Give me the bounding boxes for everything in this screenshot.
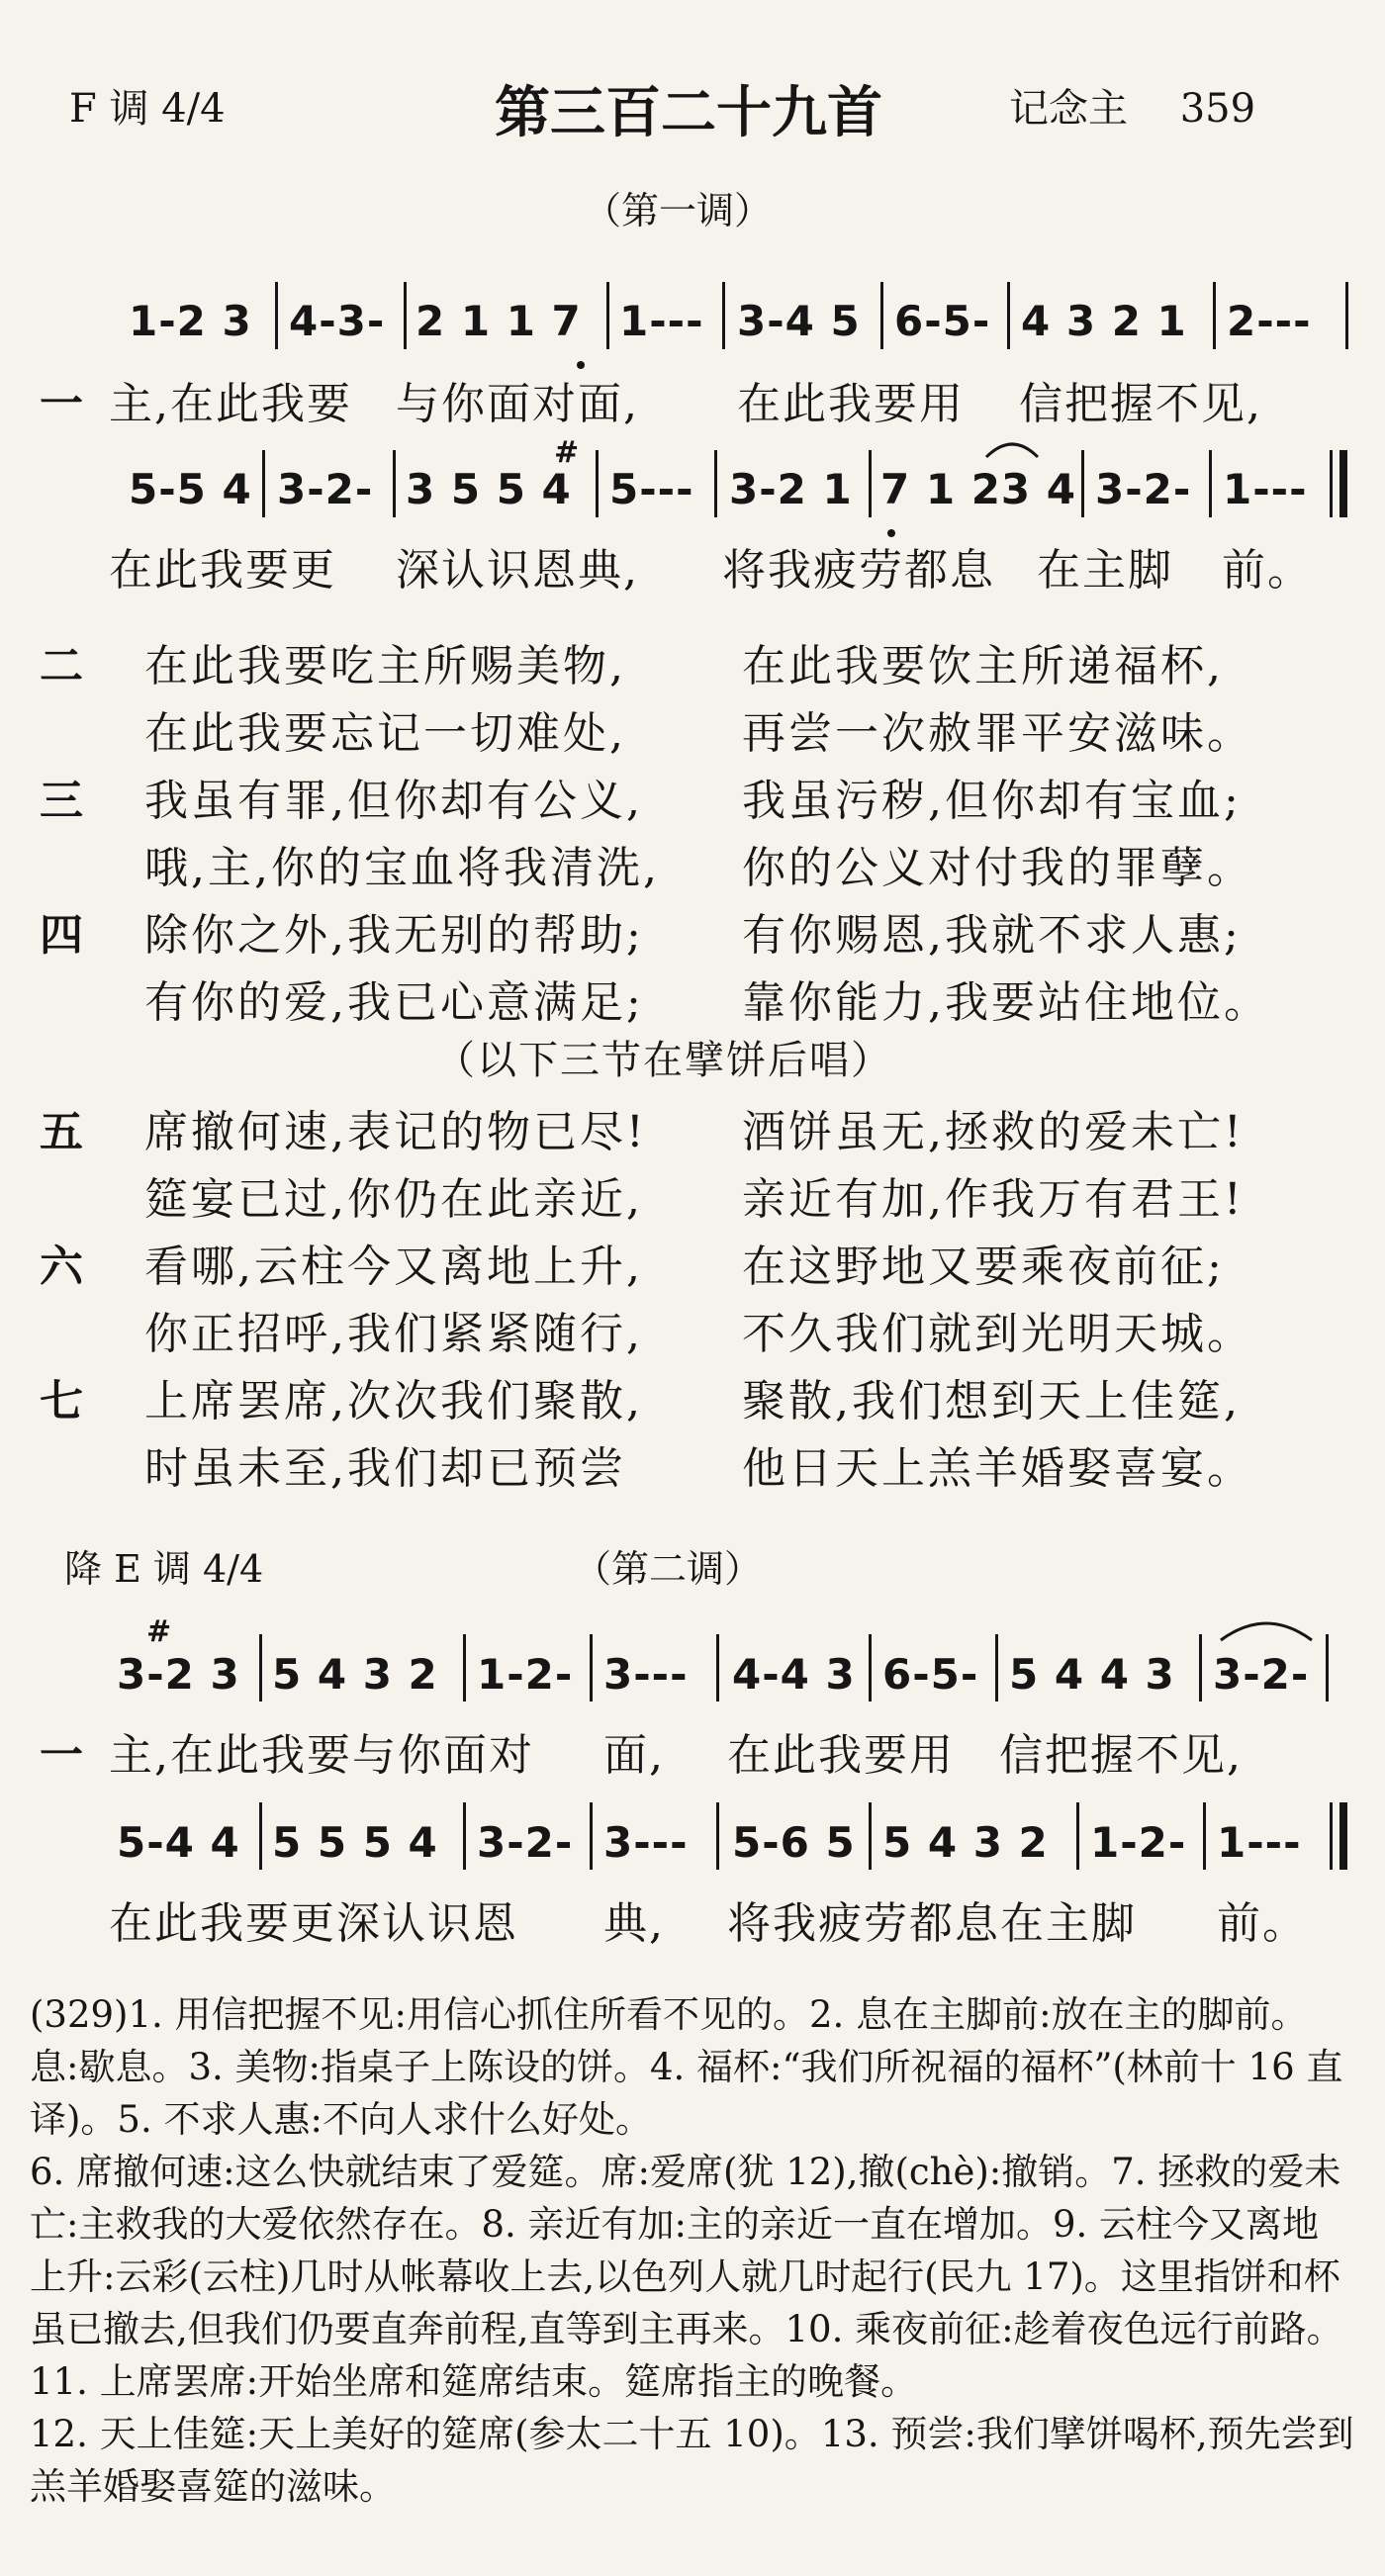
hymn-title: 第三百二十九首: [495, 81, 882, 145]
measure: 5-4 4: [117, 1818, 240, 1867]
stanza-line: 在此我要饮主所递福杯,: [742, 641, 1224, 691]
measure: 3-2-: [1095, 465, 1192, 513]
measure: 5-6 5: [732, 1818, 856, 1867]
stanza-line: 有你赐恩,我就不求人惠;: [742, 910, 1242, 961]
verse-number: 一: [40, 379, 83, 429]
stanza-number: 二: [40, 641, 83, 691]
measure: 2---: [1227, 297, 1312, 345]
measure: 1---: [619, 297, 704, 345]
stanza-number: 四: [40, 910, 83, 961]
lyric-phrase: 面,: [603, 1730, 665, 1781]
break-note: （以下三节在擘饼后唱）: [435, 1038, 892, 1083]
stanza-line: 我虽污秽,但你却有宝血;: [742, 776, 1242, 826]
sharp-sign: #: [554, 435, 580, 470]
lyric-phrase: 信把握不见,: [1019, 379, 1262, 429]
measure: 5 4 3 2: [882, 1818, 1049, 1867]
stanza-line: 靠你能力,我要站住地位。: [742, 977, 1270, 1028]
stanza-line: 我虽有罪,但你却有公义,: [144, 776, 643, 826]
stanza-line: 筵宴已过,你仍在此亲近,: [144, 1174, 643, 1225]
stanza-number: 七: [40, 1376, 83, 1426]
stanza-number: 五: [40, 1107, 83, 1157]
measure: 3-2-: [1213, 1650, 1310, 1699]
lyric-phrase: 前。: [1217, 1898, 1308, 1949]
measure: 6-5-: [894, 297, 991, 345]
stanza-line: 你的公义对付我的罪孽。: [742, 843, 1253, 893]
verse-number: 一: [40, 1730, 83, 1781]
measure: 3-2 1: [729, 465, 853, 513]
lyric-phrase: 与你面对面,: [396, 379, 639, 429]
page-number: 359: [1179, 86, 1256, 132]
measure: 3---: [603, 1650, 689, 1699]
tune2-key: 降 E 调 4/4: [64, 1547, 264, 1591]
lyric-phrase: 前。: [1222, 545, 1313, 596]
measure: 3---: [603, 1818, 689, 1867]
stanza-line: 看哪,云柱今又离地上升,: [144, 1242, 643, 1292]
sharp-sign: #: [146, 1614, 172, 1649]
measure: 5 5 5 4: [272, 1818, 438, 1867]
stanza-line: 除你之外,我无别的帮助;: [144, 910, 644, 961]
tune1-label: （第一调）: [584, 189, 773, 232]
stanza-number: 六: [40, 1242, 83, 1292]
measure: 4 3 2 1: [1021, 297, 1187, 345]
measure: 5-5 4: [129, 465, 252, 513]
slur-mark: [982, 437, 1042, 459]
lyric-phrase: 主,在此我要与你面对: [109, 1730, 534, 1781]
measure: 7 1 23 4: [880, 465, 1076, 513]
measure: 1-2-: [1090, 1818, 1187, 1867]
measure: 3-2-: [477, 1818, 574, 1867]
lyric-phrase: 在主脚: [1037, 545, 1173, 596]
measure: 1---: [1223, 465, 1308, 513]
stanza-line: 再尝一次赦罪平安滋味。: [742, 708, 1253, 759]
stanza-line: 不久我们就到光明天城。: [742, 1309, 1253, 1359]
lyric-phrase: 深认识恩典,: [396, 545, 639, 596]
stanza-line: 时虽未至,我们却已预尝: [144, 1443, 626, 1494]
lyric-phrase: 在此我要更深认识恩: [109, 1898, 518, 1949]
measure: 1-2 3: [129, 297, 252, 345]
measure: 3-4 5: [737, 297, 861, 345]
measure: 5 4 4 3: [1009, 1650, 1175, 1699]
stanza-line: 聚散,我们想到天上佳筵,: [742, 1376, 1241, 1426]
stanza-line: 席撤何速,表记的物已尽!: [144, 1107, 647, 1157]
stanza-line: 在这野地又要乘夜前征;: [742, 1242, 1225, 1292]
stanza-line: 上席罢席,次次我们聚散,: [144, 1376, 643, 1426]
measure: 3-2-: [277, 465, 374, 513]
lyric-phrase: 在此我要更: [109, 545, 336, 596]
measure: 5 4 3 2: [272, 1650, 438, 1699]
measure: 3-2 3: [117, 1650, 240, 1699]
lyric-phrase: 信把握不见,: [999, 1730, 1243, 1781]
lyric-phrase: 将我疲劳都息: [722, 545, 995, 596]
stanza-line: 他日天上羔羊婚娶喜宴。: [742, 1443, 1253, 1494]
footnote-paragraph: 6. 席撤何速:这么快就结束了爱筵。席:爱席(犹 12),撤(chè):撤销。7. 拯救的爱未亡:主救我的大爱依然存在。8. 亲近有加:主的亲近一直在增加。9. 云柱今又离地上升:云彩(云柱)几时从帐幕收上去,以色列人就几时起行(民九 17)。这里指饼和杯虽已撤去,但我们仍要直奔前程,直等到主再来。10. 乘夜前征:趁着夜色远行前路。11. 上席罢席:开始坐席和筵席结束。筵席指主的晚餐。: [30, 2151, 1343, 2403]
measure: 6-5-: [882, 1650, 979, 1699]
stanza-number: 三: [40, 776, 83, 826]
stanza-line: 在此我要吃主所赐美物,: [144, 641, 626, 691]
footnote-paragraph: 12. 天上佳筵:天上美好的筵席(参太二十五 10)。13. 预尝:我们擘饼喝杯,预先尝到羔羊婚娶喜筵的滋味。: [30, 2413, 1354, 2508]
measure: 3 5 5 4: [406, 465, 572, 513]
lyric-phrase: 典,: [603, 1898, 665, 1949]
tie-mark: [1217, 1614, 1316, 1644]
hymn-category: [1009, 77, 1255, 134]
measure: 5---: [609, 465, 694, 513]
footnote-paragraph: (329)1. 用信把握不见:用信心抓住所看不见的。2. 息在主脚前:放在主的脚前。息:歇息。3. 美物:指桌子上陈设的饼。4. 福杯:“我们所祝福的福杯”(林前十 16 直译)。5. 不求人惠:不向人求什么好处。: [30, 1993, 1343, 2141]
category-label: 记念主: [1009, 86, 1128, 132]
lyric-phrase: 在此我要用: [727, 1730, 955, 1781]
stanza-line: 在此我要忘记一切难处,: [144, 708, 626, 759]
stanza-line: 亲近有加,作我万有君王!: [742, 1174, 1245, 1225]
measure: 1---: [1217, 1818, 1302, 1867]
stanza-line: 你正招呼,我们紧紧随行,: [144, 1309, 643, 1359]
measure: 4-3-: [289, 297, 386, 345]
stanza-line: 哦,主,你的宝血将我清洗,: [144, 843, 660, 893]
lyric-phrase: 主,在此我要: [109, 379, 352, 429]
key-signature: F 调 4/4: [69, 86, 226, 132]
footnotes: [30, 1988, 1355, 2513]
tune2-label: （第二调）: [574, 1547, 763, 1591]
stanza-line: 酒饼虽无,拯救的爱未亡!: [742, 1107, 1245, 1157]
lyric-phrase: 将我疲劳都息在主脚: [727, 1898, 1137, 1949]
measure: 2 1 1 7: [416, 297, 582, 345]
stanza-line: 有你的爱,我已心意满足;: [144, 977, 644, 1028]
lyric-phrase: 在此我要用: [737, 379, 965, 429]
measure: 1-2-: [477, 1650, 574, 1699]
measure: 4-4 3: [732, 1650, 856, 1699]
